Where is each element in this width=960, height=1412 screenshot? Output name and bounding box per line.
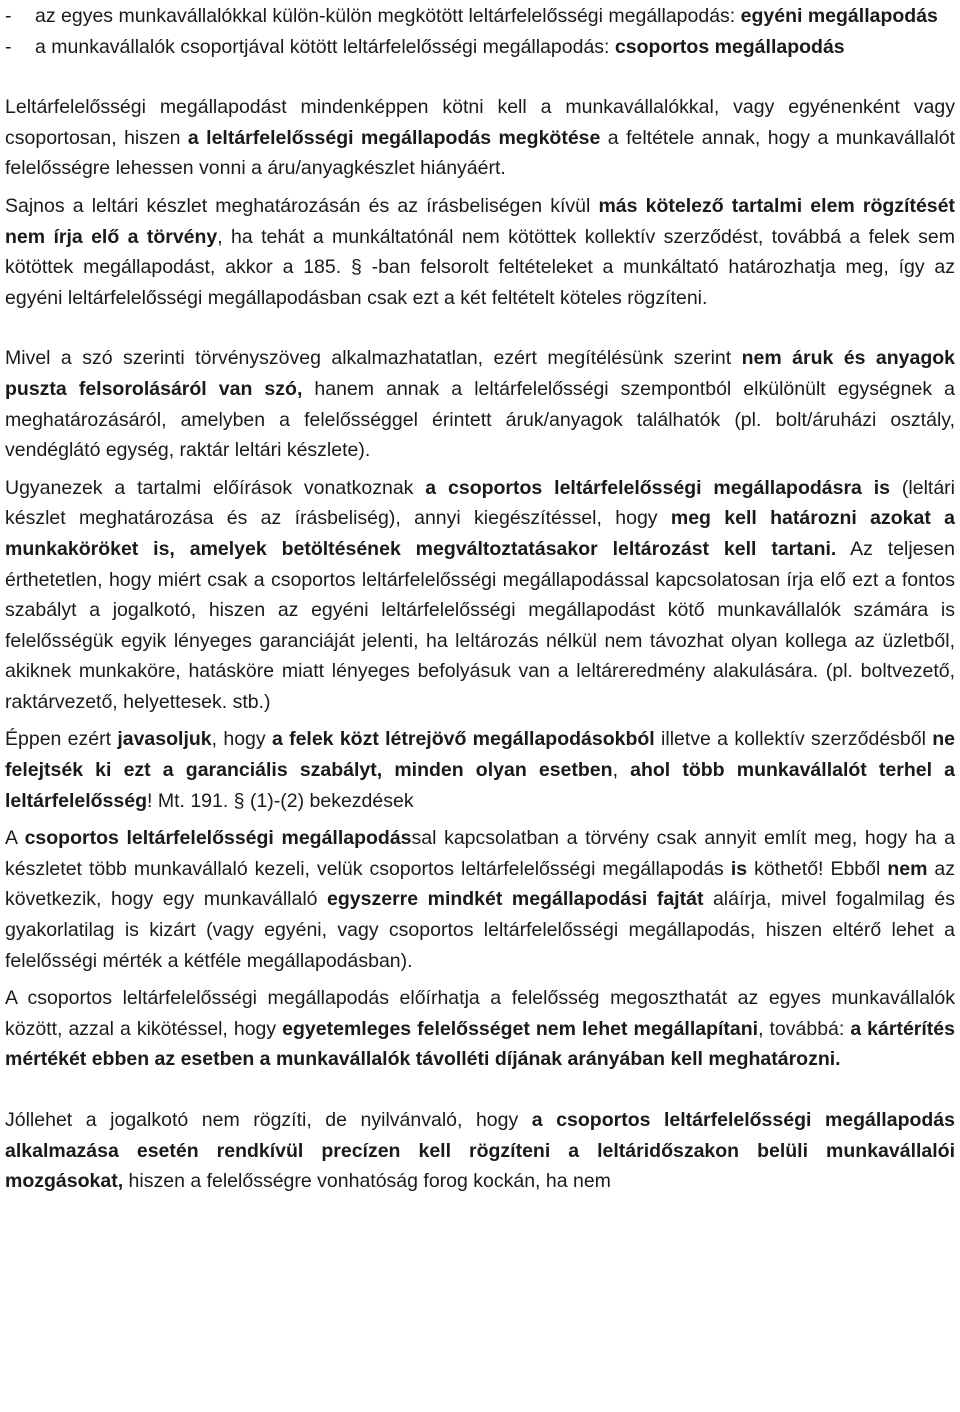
paragraph: [5, 92, 955, 184]
bold-text-run: egyetemleges felelősséget nem lehet megállapítani: [282, 1017, 759, 1040]
text-run: sal kapcsolatban a törvény csak annyit említ meg, hogy ha a készletet több munkavállaló kezeli, velük csoportos leltárfelelősségi megállapodás: [5, 827, 955, 880]
bold-text-run: nem áruk és anyagok puszta felsorolásáról van szó,: [5, 347, 955, 400]
text-run: Ugyanezek a tartalmi előírások vonatkoznak: [5, 476, 426, 499]
text-run: A: [5, 827, 25, 850]
paragraph: [5, 983, 955, 1075]
text-run: illetve a kollektív szerződésből: [654, 728, 933, 751]
list-item: [5, 32, 955, 63]
text-run: Mivel a szó szerinti törvényszöveg alkalmazhatatlan, ezért megítélésünk szerint: [5, 347, 742, 370]
paragraph: [5, 724, 955, 816]
agreement-types-list: [5, 1, 955, 62]
bold-text-run: ahol több munkavállalót terhel a leltárfelelősség: [5, 759, 955, 812]
text-run: aláírja, mivel fogalmilag és gyakorlatilag is kizárt (vagy egyéni, vagy csoportos leltárfelelősségi megállapodás, hiszen eltérő lehet a felelősségi mérték a kétféle megállapodásban).: [5, 888, 955, 972]
bold-text-run: javasoljuk: [117, 728, 212, 751]
text-run: A csoportos leltárfelelősségi megállapodás előírhatja a felelősség megoszthatát az egyes munkavállalók között, azzal a kikötéssel, hogy: [5, 987, 955, 1040]
text-run: az egyes munkavállalókkal külön-külön megkötött leltárfelelősségi megállapodás:: [35, 5, 741, 27]
text-run: a munkavállalók csoportjával kötött leltárfelelősségi megállapodás:: [35, 35, 615, 58]
text-run: Sajnos a leltári készlet meghatározásán és az írásbeliségen kívül: [5, 194, 599, 217]
text-run: az következik, hogy egy munkavállaló: [5, 857, 956, 911]
paragraph: [5, 343, 955, 465]
paragraph: [5, 823, 955, 976]
text-run: Az teljesen érthetetlen, hogy miért csak a csoportos leltárfelelősségi megállapodással kapcsolatosan írja elő ezt a fontos szabályt a jogalkotó, hiszen az egyéni leltárfelelősségi megállapodást kötő munkavállalók számára is felelősségük egyik lényeges garanciáját jelenti, ha leltározás nélkül nem távozhat olyan kollega az üzletből, akiknek munkaköre, hatásköre miatt lényeges befolyásuk van a leltáreredmény alakulására. (pl. boltvezető, raktárvezető, helyettesek. stb.): [5, 537, 955, 713]
list-item-text: [35, 32, 955, 63]
text-run: (leltári készlet meghatározása és az írásbeliség), annyi kiegészítéssel, hogy: [5, 476, 955, 530]
list-item: [5, 1, 955, 32]
paragraph: [5, 191, 955, 313]
bold-text-run: a leltárfelelősségi megállapodás megkötése: [187, 126, 601, 149]
bold-text-run: egyéni megállapodás: [740, 5, 938, 27]
text-run: ! Mt. 191. § (1)-(2) bekezdések: [146, 789, 414, 812]
bold-text-run: a felek közt létrejövő megállapodásokból: [271, 728, 655, 751]
text-run: hanem annak a leltárfelelősségi szempontból elkülönült egységnek a meghatározásáról, amelyben a felelősséggel érintett áruk/anyagok találhatók (pl. bolt/áruházi osztály, vendéglátó egység, raktár leltári készlete).: [5, 377, 955, 462]
text-run: Éppen ezért: [5, 728, 118, 751]
text-run: Jóllehet a jogalkotó nem rögzíti, de nyilvánvaló, hogy: [5, 1109, 532, 1131]
bold-text-run: is: [730, 857, 748, 880]
text-run: a feltétele annak, hogy a munkavállalót felelősségre lehessen vonni a áru/anyagkészlet hiányáért.: [5, 126, 955, 180]
list-dash: -: [5, 35, 12, 58]
bold-text-run: meg kell határozni azokat a munkaköröket is, amelyek betöltésének megváltoztatásakor leltározást kell tartani.: [5, 507, 955, 560]
bold-text-run: csoportos leltárfelelősségi megállapodás: [24, 827, 412, 850]
bold-text-run: a kártérítés mértékét ebben az esetben a munkavállalók távolléti díjának arányában kell meghatározni.: [5, 1017, 955, 1071]
bold-text-run: csoportos megállapodás: [614, 35, 845, 58]
bold-text-run: a csoportos leltárfelelősségi megállapodás alkalmazása esetén rendkívül precízen kell rögzíteni a leltáridőszakon belüli munkavállalói mozgásokat,: [5, 1109, 955, 1193]
text-run: ,: [612, 759, 631, 782]
bold-text-run: ne felejtsék ki ezt a garanciális szabályt, minden olyan esetben: [5, 728, 956, 782]
paragraph: [5, 1105, 955, 1197]
list-dash: -: [5, 5, 12, 27]
text-run: köthető! Ebből: [747, 857, 888, 880]
bold-text-run: más kötelező tartalmi elem rögzítését nem írja elő a törvény: [5, 194, 955, 248]
text-run: Leltárfelelősségi megállapodást mindenképpen kötni kell a munkavállalókkal, vagy egyénenként vagy csoportosan, hiszen: [5, 96, 955, 149]
text-run: , továbbá:: [758, 1017, 851, 1040]
text-run: , ha tehát a munkáltatónál nem kötöttek kollektív szerződést, továbbá a felek sem kötöttek megállapodást, akkor a 185. § -ban felsorolt feltételeket a munkáltató határozhatja meg, így az egyéni leltárfelelősségi megállapodásban csak ezt a két feltételt köteles rögzíteni.: [5, 225, 955, 309]
bold-text-run: a csoportos leltárfelelősségi megállapodásra is: [425, 476, 891, 499]
bold-text-run: nem: [887, 857, 928, 880]
text-run: , hogy: [211, 728, 272, 751]
text-run: hiszen a felelősségre vonhatóság forog kockán, ha nem: [123, 1170, 611, 1193]
bold-text-run: egyszerre mindkét megállapodási fajtát: [327, 888, 704, 911]
list-item-text: [35, 1, 955, 32]
paragraph: [5, 473, 955, 718]
